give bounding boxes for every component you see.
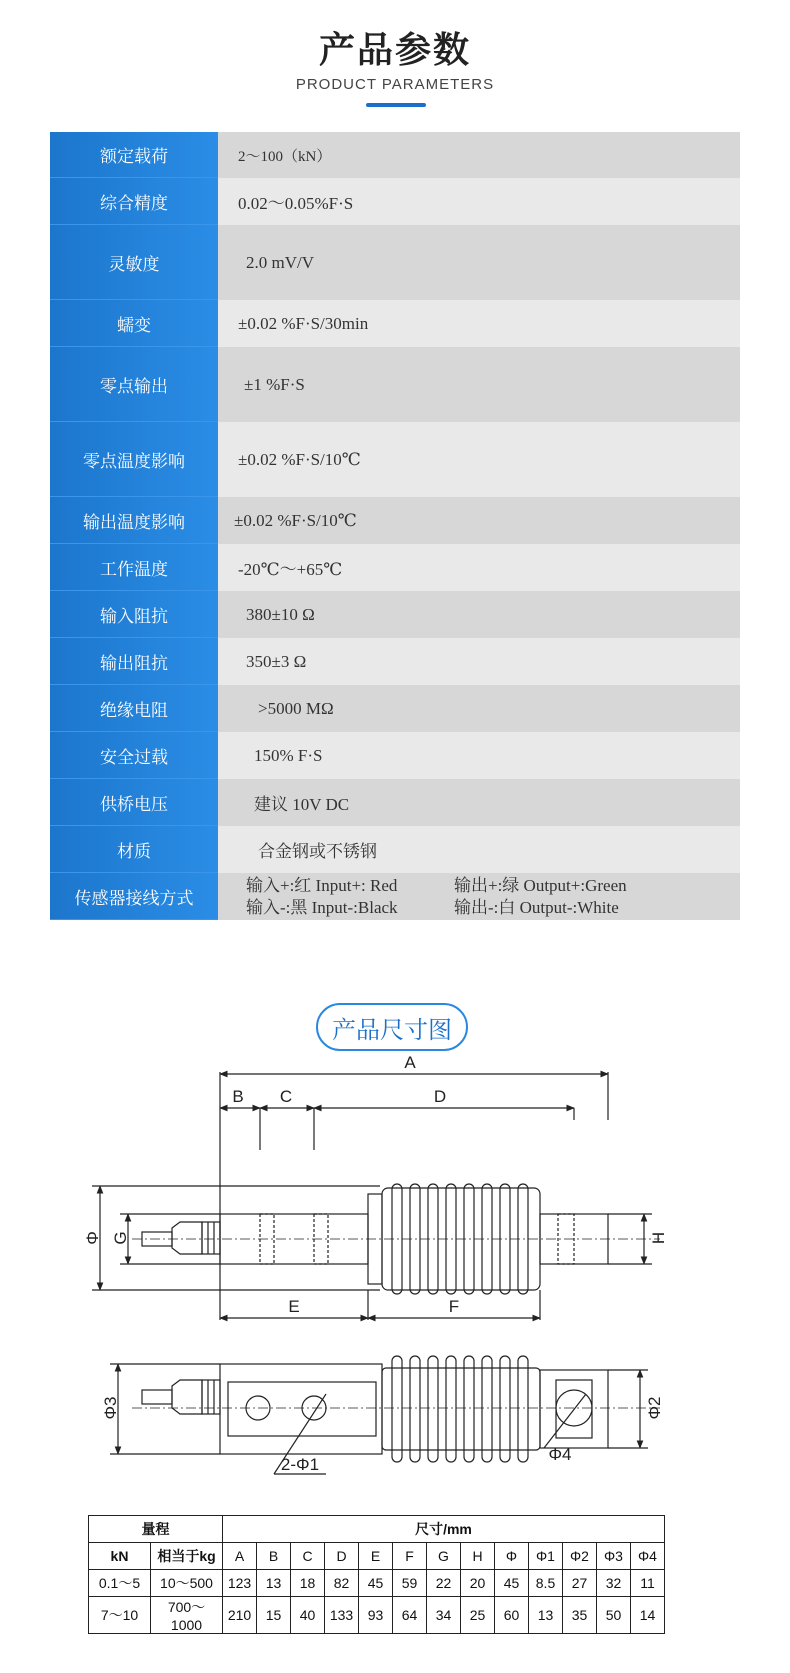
table-row — [89, 1570, 665, 1597]
table-header-cell: F — [393, 1543, 427, 1570]
param-label: 供桥电压 — [50, 779, 218, 826]
param-row — [50, 779, 740, 826]
table-cell: 59 — [393, 1570, 427, 1597]
table-cell: 0.1～5 — [89, 1570, 151, 1597]
label-c: C — [279, 1087, 293, 1106]
param-label: 材质 — [50, 826, 218, 873]
param-value: 2～100（kN） — [218, 132, 740, 178]
label-f: F — [448, 1297, 460, 1316]
label-phi4: Φ4 — [548, 1445, 572, 1464]
leader-phi4 — [544, 1394, 586, 1448]
param-value: 380±10 Ω — [218, 591, 740, 638]
table-row — [89, 1597, 665, 1634]
table-cell: 35 — [563, 1597, 597, 1634]
label-hole: 2-Φ1 — [280, 1455, 320, 1474]
param-row — [50, 132, 740, 178]
wiring-output-positive: 输出+:绿 Output+:Green — [454, 875, 627, 895]
param-row — [50, 591, 740, 638]
table-header-row — [89, 1516, 665, 1543]
label-g: G — [111, 1231, 130, 1245]
param-value: 150% F·S — [218, 732, 740, 779]
label-phi2: Φ2 — [645, 1396, 664, 1420]
param-value: ±1 %F·S — [218, 347, 740, 422]
dimension-section-title: 产品尺寸图 — [316, 1003, 468, 1051]
table-cell: 10～500 — [151, 1570, 223, 1597]
param-value: -20℃～+65℃ — [218, 544, 740, 591]
param-label: 输入阻抗 — [50, 591, 218, 638]
table-cell: 15 — [257, 1597, 291, 1634]
param-row — [50, 347, 740, 422]
gland-nut — [202, 1222, 220, 1254]
table-header-cell: B — [257, 1543, 291, 1570]
param-value: 合金钢或不锈钢 — [218, 826, 740, 873]
table-cell: 7～10 — [89, 1597, 151, 1634]
table-cell: 50 — [597, 1597, 631, 1634]
table-header-cell: H — [461, 1543, 495, 1570]
param-label: 工作温度 — [50, 544, 218, 591]
table-cell: 13 — [257, 1570, 291, 1597]
param-label: 输出阻抗 — [50, 638, 218, 685]
param-label: 灵敏度 — [50, 225, 218, 300]
params-table — [50, 132, 740, 920]
param-value: 0.02～0.05%F·S — [218, 178, 740, 225]
label-phi: Φ — [83, 1231, 102, 1245]
table-cell: 32 — [597, 1570, 631, 1597]
param-label: 绝缘电阻 — [50, 685, 218, 732]
bellows-ribs-bottom — [392, 1356, 528, 1462]
label-phi3: Φ3 — [101, 1396, 120, 1420]
table-cell: 27 — [563, 1570, 597, 1597]
sensor-body-bottom — [220, 1364, 382, 1454]
dimension-table — [88, 1515, 665, 1634]
table-cell: 40 — [291, 1597, 325, 1634]
param-label: 零点输出 — [50, 347, 218, 422]
param-label: 综合精度 — [50, 178, 218, 225]
cable-gland-bottom — [172, 1380, 202, 1414]
table-header-cell: Φ3 — [597, 1543, 631, 1570]
param-label: 输出温度影响 — [50, 497, 218, 544]
param-label: 蠕变 — [50, 300, 218, 347]
table-header-cell: G — [427, 1543, 461, 1570]
table-header-cell: D — [325, 1543, 359, 1570]
dimension-drawing — [80, 1053, 720, 1488]
param-row — [50, 544, 740, 591]
table-cell: 700～1000 — [151, 1597, 223, 1634]
param-row — [50, 638, 740, 685]
table-header-cell: Φ2 — [563, 1543, 597, 1570]
table-header-cell: kN — [89, 1543, 151, 1570]
table-cell: 13 — [529, 1597, 563, 1634]
cable-stub-bottom — [142, 1390, 172, 1404]
param-value: ±0.02 %F·S/10℃ — [218, 422, 740, 497]
param-value: ±0.02 %F·S/10℃ — [218, 497, 740, 544]
table-header-cell: C — [291, 1543, 325, 1570]
param-label: 零点温度影响 — [50, 422, 218, 497]
table-cell: 45 — [359, 1570, 393, 1597]
wiring-output-negative: 输出-:白 Output-:White — [454, 897, 619, 917]
table-header-cell: 相当于kg — [151, 1543, 223, 1570]
table-header-cell: A — [223, 1543, 257, 1570]
table-cell: 8.5 — [529, 1570, 563, 1597]
page-title: 产品参数 — [318, 30, 471, 71]
table-cell: 210 — [223, 1597, 257, 1634]
table-subheader-row — [89, 1543, 665, 1570]
title-underline — [366, 103, 426, 107]
range-header: 量程 — [89, 1516, 223, 1543]
table-cell: 18 — [291, 1570, 325, 1597]
param-value: ±0.02 %F·S/30min — [218, 300, 740, 347]
param-label: 安全过载 — [50, 732, 218, 779]
param-value: 建议 10V DC — [218, 779, 740, 826]
param-value: 350±3 Ω — [218, 638, 740, 685]
param-row — [50, 497, 740, 544]
label-b: B — [232, 1087, 244, 1106]
param-row — [50, 685, 740, 732]
wiring-input-negative: 输入-:黑 Input-:Black — [246, 897, 398, 917]
table-cell: 133 — [325, 1597, 359, 1634]
table-header-cell: Φ4 — [631, 1543, 665, 1570]
label-e: E — [288, 1297, 300, 1316]
table-cell: 123 — [223, 1570, 257, 1597]
param-row — [50, 225, 740, 300]
table-header-cell: E — [359, 1543, 393, 1570]
label-a: A — [404, 1053, 416, 1072]
gland-nut-bottom — [202, 1380, 220, 1414]
param-value: 2.0 mV/V — [218, 225, 740, 300]
table-cell: 22 — [427, 1570, 461, 1597]
table-header-cell: Φ — [495, 1543, 529, 1570]
param-value — [218, 873, 740, 920]
param-row — [50, 178, 740, 225]
cable-gland — [172, 1222, 202, 1254]
table-cell: 60 — [495, 1597, 529, 1634]
param-row — [50, 732, 740, 779]
label-d: D — [433, 1087, 447, 1106]
param-row — [50, 422, 740, 497]
param-row — [50, 300, 740, 347]
table-cell: 11 — [631, 1570, 665, 1597]
wiring-input-positive: 输入+:红 Input+: Red — [246, 875, 398, 895]
bellows-housing-bottom — [382, 1368, 540, 1450]
table-cell: 25 — [461, 1597, 495, 1634]
table-cell: 34 — [427, 1597, 461, 1634]
page-subtitle: PRODUCT PARAMETERS — [295, 76, 495, 93]
size-header: 尺寸/mm — [223, 1516, 665, 1543]
param-value: >5000 MΩ — [218, 685, 740, 732]
table-cell: 45 — [495, 1570, 529, 1597]
label-h: H — [649, 1231, 668, 1245]
table-cell: 64 — [393, 1597, 427, 1634]
table-cell: 14 — [631, 1597, 665, 1634]
table-header-cell: Φ1 — [529, 1543, 563, 1570]
param-label: 额定载荷 — [50, 132, 218, 178]
param-label: 传感器接线方式 — [50, 873, 218, 920]
table-cell: 93 — [359, 1597, 393, 1634]
table-cell: 20 — [461, 1570, 495, 1597]
param-row — [50, 826, 740, 873]
table-cell: 82 — [325, 1570, 359, 1597]
wiring-grid — [246, 876, 674, 918]
param-row-wiring — [50, 873, 740, 920]
